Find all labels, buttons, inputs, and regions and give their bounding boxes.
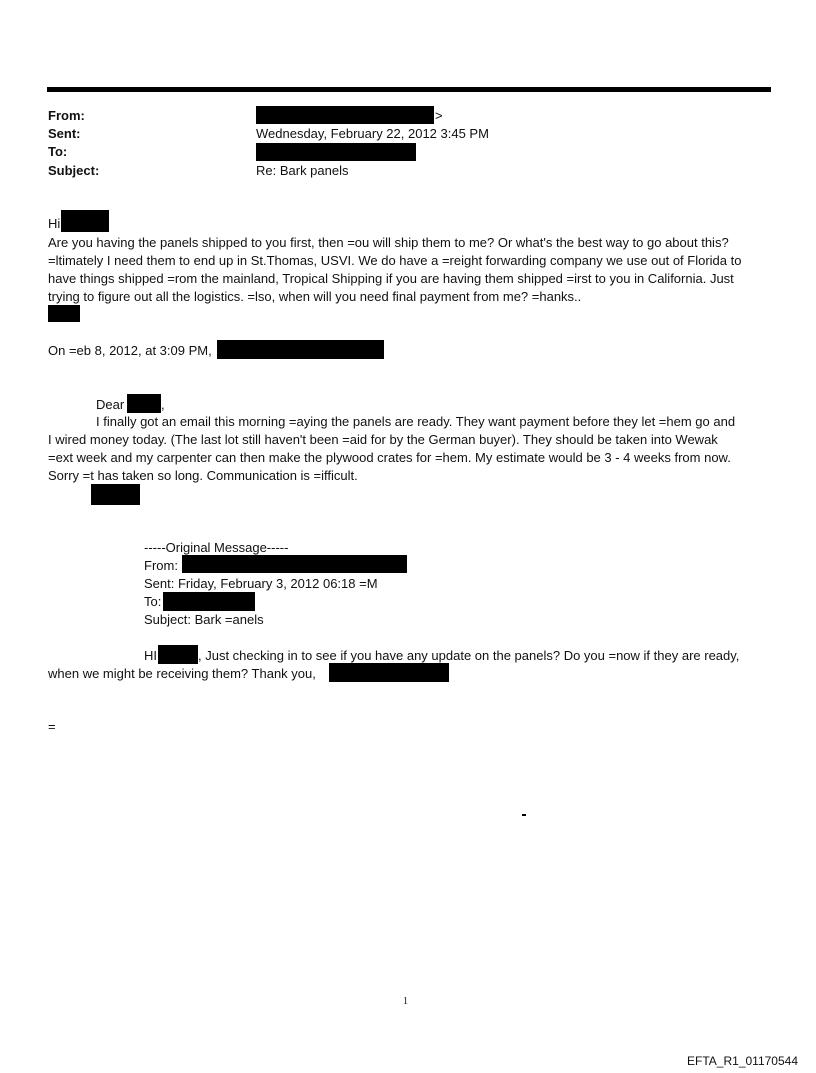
from-label: From:: [48, 108, 85, 123]
body-line-2: =ltimately I need them to end up in St.Thomas, USVI. We do have a =reight forwarding company we use out of Florida to: [48, 253, 742, 268]
body-line-4: trying to figure out all the logistics. =lso, when will you need final payment from me? =hanks..: [48, 289, 582, 304]
document-id: EFTA_R1_01170544: [687, 1054, 798, 1068]
to-label: To:: [48, 144, 68, 159]
reply-line-1: I finally got an email this morning =aying the panels are ready. They want payment before they let =hem go and: [96, 414, 736, 429]
from-suffix: >: [435, 108, 443, 123]
redacted-greeting-name: [61, 210, 109, 232]
original-to-label: To:: [144, 594, 162, 609]
original-message-marker: -----Original Message-----: [144, 540, 289, 555]
reply-line-4: Sorry =t has taken so long. Communication is =ifficult.: [48, 468, 358, 483]
page-number: 1: [403, 996, 408, 1007]
redacted-quote-sender: [217, 340, 384, 359]
redacted-original-from: [182, 555, 407, 573]
reply-line-2: I wired money today. (The last lot still haven't been =aid for by the German buyer). They should be taken into Wewak: [48, 432, 718, 447]
subject-label: Subject:: [48, 163, 100, 178]
original-sent: Sent: Friday, February 3, 2012 06:18 =M: [144, 576, 378, 591]
sent-label: Sent:: [48, 126, 81, 141]
subject-value: Re: Bark panels: [256, 163, 349, 178]
original-line-1: , Just checking in to see if you have any update on the panels? Do you =now if they are ready,: [198, 648, 740, 663]
redacted-signature: [48, 305, 80, 322]
original-subject: Subject: Bark =anels: [144, 612, 264, 627]
reply-salutation-comma: ,: [161, 397, 165, 412]
reply-line-3: =ext week and my carpenter can then make the plywood crates for =hem. My estimate would be 3 - 4 weeks from now.: [48, 450, 731, 465]
redacted-original-signature: [329, 663, 449, 682]
stray-mark: [522, 814, 526, 816]
trailer-mark: =: [48, 719, 56, 734]
redacted-to: [256, 143, 416, 161]
original-hi: HI: [144, 648, 157, 663]
body-line-3: have things shipped =rom the mainland, Tropical Shipping if you are having them shipped =irst to you in California. Just: [48, 271, 734, 286]
quote-intro: On =eb 8, 2012, at 3:09 PM,: [48, 343, 212, 358]
redacted-reply-signature: [91, 484, 140, 505]
redacted-from: [256, 106, 434, 124]
redacted-original-hi-name: [158, 645, 198, 664]
sent-value: Wednesday, February 22, 2012 3:45 PM: [256, 126, 489, 141]
body-line-1: Are you having the panels shipped to you first, then =ou will ship them to me? Or what's the best way to go about this?: [48, 235, 729, 250]
redacted-salutation-name: [127, 394, 161, 413]
reply-salutation: Dear: [96, 397, 125, 412]
redacted-original-to: [163, 592, 255, 611]
header-rule: [47, 87, 771, 92]
original-from-label: From:: [144, 558, 178, 573]
original-line-2: when we might be receiving them? Thank you,: [48, 666, 316, 681]
greeting: Hi: [48, 216, 61, 231]
